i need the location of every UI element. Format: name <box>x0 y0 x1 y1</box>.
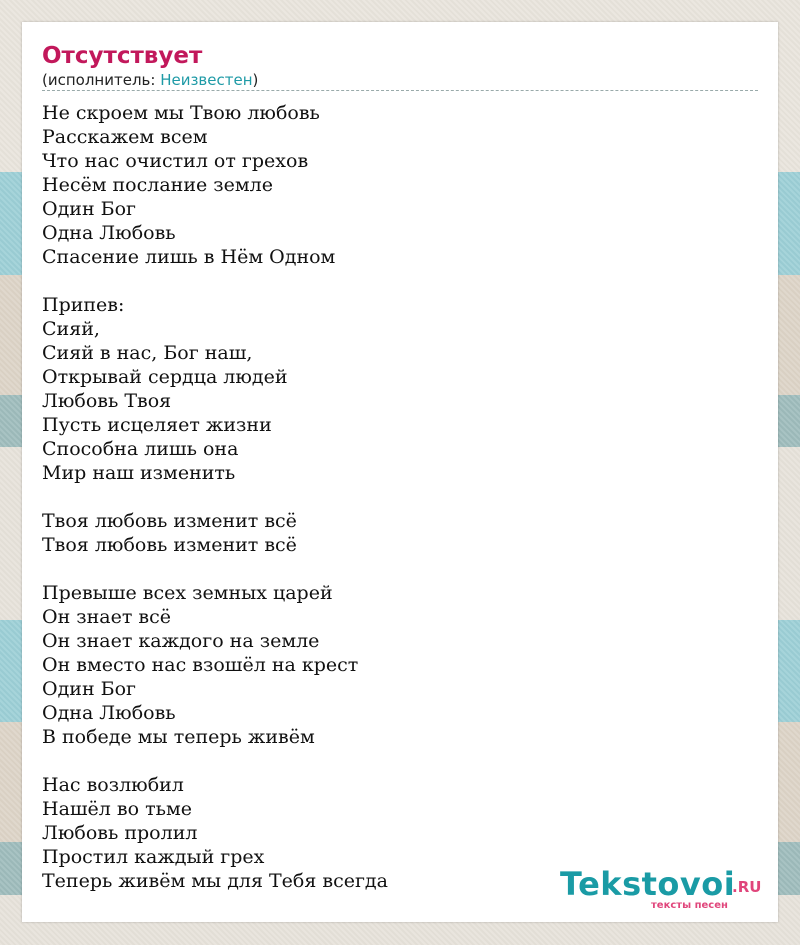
lyrics-blank-line <box>42 749 758 773</box>
lyrics-line: Теперь живём мы для Тебя всегда <box>42 870 388 892</box>
lyrics-line: Припев: <box>42 294 125 316</box>
lyrics-line: Не скроем мы Твою любовь <box>42 102 320 124</box>
lyrics-line: Способна лишь она <box>42 438 239 460</box>
lyrics-line: Любовь Твоя <box>42 390 172 412</box>
lyrics-blank-line <box>42 557 758 581</box>
song-title: Отсутствует <box>42 43 203 69</box>
lyrics-line: Спасение лишь в Нём Одном <box>42 246 336 268</box>
lyrics-line: Он знает каждого на земле <box>42 630 320 652</box>
lyrics-line: Твоя любовь изменит всё <box>42 510 297 532</box>
lyrics-line: Что нас очистил от грехов <box>42 150 309 172</box>
lyrics-line: Пусть исцеляет жизни <box>42 414 272 436</box>
title-divider <box>42 90 758 91</box>
lyrics-line: Одна Любовь <box>42 702 176 724</box>
lyrics-line: Нас возлюбил <box>42 774 184 796</box>
lyrics-line: Расскажем всем <box>42 126 208 148</box>
lyrics-line: Нашёл во тьме <box>42 798 192 820</box>
logo-tagline: тексты песен <box>651 900 728 911</box>
lyrics-text <box>42 101 758 893</box>
lyrics-line: Он вместо нас взошёл на крест <box>42 654 359 676</box>
artist-prefix: (исполнитель: <box>42 71 161 89</box>
lyrics-line: Простил каждый грех <box>42 846 265 868</box>
logo-domain-suffix: .RU <box>732 878 762 896</box>
lyrics-line: Несём послание земле <box>42 174 273 196</box>
lyrics-line: Любовь пролил <box>42 822 198 844</box>
lyrics-line: Мир наш изменить <box>42 462 236 484</box>
lyrics-line: Он знает всё <box>42 606 172 628</box>
lyrics-line: Сияй, <box>42 318 100 340</box>
lyrics-line: Сияй в нас, Бог наш, <box>42 342 253 364</box>
artist-suffix: ) <box>252 71 259 89</box>
lyrics-blank-line <box>42 485 758 509</box>
artist-link[interactable]: Неизвестен <box>160 71 253 89</box>
lyrics-blank-line <box>42 269 758 293</box>
logo-wordmark: Tekstovoi <box>560 865 736 903</box>
artist-line <box>42 70 758 90</box>
lyrics-line: Открывай сердца людей <box>42 366 288 388</box>
lyrics-line: Одна Любовь <box>42 222 176 244</box>
lyrics-line: Один Бог <box>42 198 136 220</box>
lyrics-line: Твоя любовь изменит всё <box>42 534 297 556</box>
lyrics-line: Превыше всех земных царей <box>42 582 333 604</box>
lyrics-line: Один Бог <box>42 678 136 700</box>
lyrics-card <box>22 22 778 922</box>
lyrics-line: В победе мы теперь живём <box>42 726 315 748</box>
site-logo[interactable] <box>560 866 770 916</box>
